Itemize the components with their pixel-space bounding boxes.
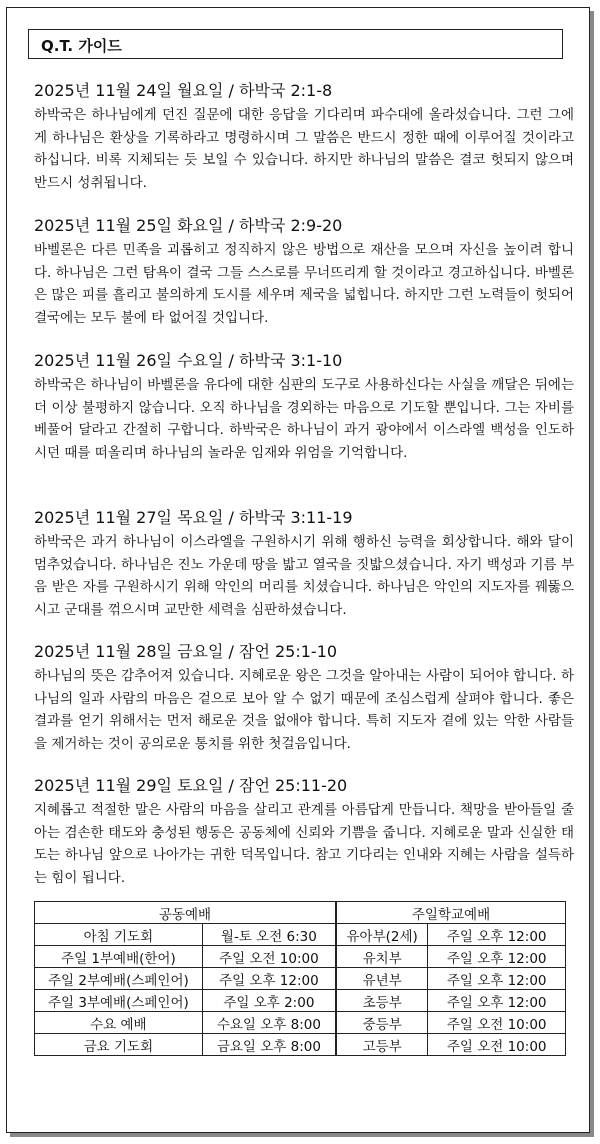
day-title: 2025년 11월 28일 금요일 / 잠언 25:1-10 xyxy=(34,642,338,661)
guide-header xyxy=(28,29,563,59)
service-name: 주일 1부예배(한어) xyxy=(35,946,203,968)
department-time: 주일 오후 12:00 xyxy=(428,946,566,968)
table-row xyxy=(35,1012,566,1034)
day-title: 2025년 11월 27일 목요일 / 하박국 3:11-19 xyxy=(34,508,353,527)
department-name: 고등부 xyxy=(336,1034,428,1056)
sunday-school-header: 주일학교예배 xyxy=(336,902,566,924)
day-entry-4 xyxy=(34,507,574,621)
day-body: 지혜롭고 적절한 말은 사람의 마음을 살리고 관계를 아름답게 만듭니다. 책망을 받아들일 줄 아는 겸손한 태도와 충성된 행동은 공동체에 신뢰와 기쁨을 줍니다. 지혜로운 말과 신실한 태도는 하나님 앞으로 나아가는 귀한 덕목입니다. 참고 기다리는 인내와 지혜는 사람을 설득하는 힘이 됩니다. xyxy=(34,802,574,886)
department-time: 주일 오전 10:00 xyxy=(428,1012,566,1034)
table-row xyxy=(35,924,566,946)
service-time: 금요일 오후 8:00 xyxy=(202,1034,336,1056)
joint-worship-header: 공동예배 xyxy=(35,902,337,924)
day-title: 2025년 11월 26일 수요일 / 하박국 3:1-10 xyxy=(34,351,343,370)
department-name: 유년부 xyxy=(336,968,428,990)
service-name: 금요 기도회 xyxy=(35,1034,203,1056)
day-title: 2025년 11월 25일 화요일 / 하박국 2:9-20 xyxy=(34,216,343,235)
service-name: 아침 기도회 xyxy=(35,924,203,946)
day-entry-3 xyxy=(34,350,574,464)
day-body: 하박국은 하나님에게 던진 질문에 대한 응답을 기다리며 파수대에 올라섰습니다. 그런 그에게 하나님은 환상을 기록하라고 명령하시며 그 말씀은 반드시 정한 때에 이루어질 것이라고 하십니다. 비록 지체되는 듯 보일 수 있습니다. 하지만 하나님의 말씀은 결코 헛되지 않으며 반드시 성취됩니다. xyxy=(34,107,574,191)
day-entry-5 xyxy=(34,641,574,755)
day-entry-1 xyxy=(34,80,574,194)
table-row xyxy=(35,1034,566,1056)
service-name: 주일 2부예배(스페인어) xyxy=(35,968,203,990)
department-name: 유치부 xyxy=(336,946,428,968)
service-name: 주일 3부예배(스페인어) xyxy=(35,990,203,1012)
service-name: 수요 예배 xyxy=(35,1012,203,1034)
table-row xyxy=(35,946,566,968)
service-time: 주일 오전 10:00 xyxy=(202,946,336,968)
day-body: 바벨론은 다른 민족을 괴롭히고 정직하지 않은 방법으로 재산을 모으며 자신을 높이려 합니다. 하나님은 그런 탐욕이 결국 그들 스스로를 무너뜨리게 할 것이라고 경고하십니다. 바벨론은 많은 피를 흘리고 불의하게 도시를 세우며 제국을 넓힙니다. 하지만 그런 노력들이 헛되어 결국에는 모두 불에 타 없어질 것입니다. xyxy=(34,242,574,326)
guide-title: Q.T. 가이드 xyxy=(41,37,122,55)
day-entry-6 xyxy=(34,775,574,889)
day-title: 2025년 11월 29일 토요일 / 잠언 25:11-20 xyxy=(34,776,348,795)
service-time: 수요일 오후 8:00 xyxy=(202,1012,336,1034)
service-time: 주일 오후 12:00 xyxy=(202,968,336,990)
department-time: 주일 오전 10:00 xyxy=(428,1034,566,1056)
table-row xyxy=(35,968,566,990)
department-name: 유아부(2세) xyxy=(336,924,428,946)
day-body: 하박국은 하나님이 바벨론을 유다에 대한 심판의 도구로 사용하신다는 사실을 깨달은 뒤에는 더 이상 불평하지 않습니다. 오직 하나님을 경외하는 마음으로 기도할 뿐입니다. 그는 자비를 베풀어 달라고 간절히 구합니다. 하박국은 하나님이 과거 광야에서 이스라엘 백성을 인도하시던 때를 떠올리며 하나님의 놀라운 임재와 위엄을 기억합니다. xyxy=(34,377,574,461)
day-entry-2 xyxy=(34,215,574,329)
day-title: 2025년 11월 24일 월요일 / 하박국 2:1-8 xyxy=(34,81,333,100)
worship-schedule-table xyxy=(34,901,566,1056)
schedule-header-row xyxy=(35,902,566,924)
table-row xyxy=(35,990,566,1012)
department-time: 주일 오후 12:00 xyxy=(428,990,566,1012)
department-time: 주일 오후 12:00 xyxy=(428,968,566,990)
service-time: 주일 오후 2:00 xyxy=(202,990,336,1012)
day-body: 하나님의 뜻은 감추어져 있습니다. 지혜로운 왕은 그것을 알아내는 사람이 되어야 합니다. 하나님의 일과 사람의 마음은 겉으로 보아 알 수 없기 때문에 조심스럽게 살펴야 합니다. 좋은 결과를 얻기 위해서는 먼저 해로운 것을 없애야 합니다. 특히 지도자 곁에 있는 악한 사람들을 제거하는 것이 공의로운 통치를 위한 첫걸음입니다. xyxy=(34,668,574,752)
department-time: 주일 오후 12:00 xyxy=(428,924,566,946)
department-name: 중등부 xyxy=(336,1012,428,1034)
department-name: 초등부 xyxy=(336,990,428,1012)
service-time: 월-토 오전 6:30 xyxy=(202,924,336,946)
day-body: 하박국은 과거 하나님이 이스라엘을 구원하시기 위해 행하신 능력을 회상합니다. 해와 달이 멈추었습니다. 하나님은 진노 가운데 땅을 밟고 열국을 짓밟으셨습니다. 자기 백성과 기름 부음 받은 자를 구원하시기 위해 악인의 머리를 치셨습니다. 하나님은 악인의 지도자를 꿰뚫으시고 군대를 꺾으시며 교만한 세력을 심판하셨습니다. xyxy=(34,534,574,618)
